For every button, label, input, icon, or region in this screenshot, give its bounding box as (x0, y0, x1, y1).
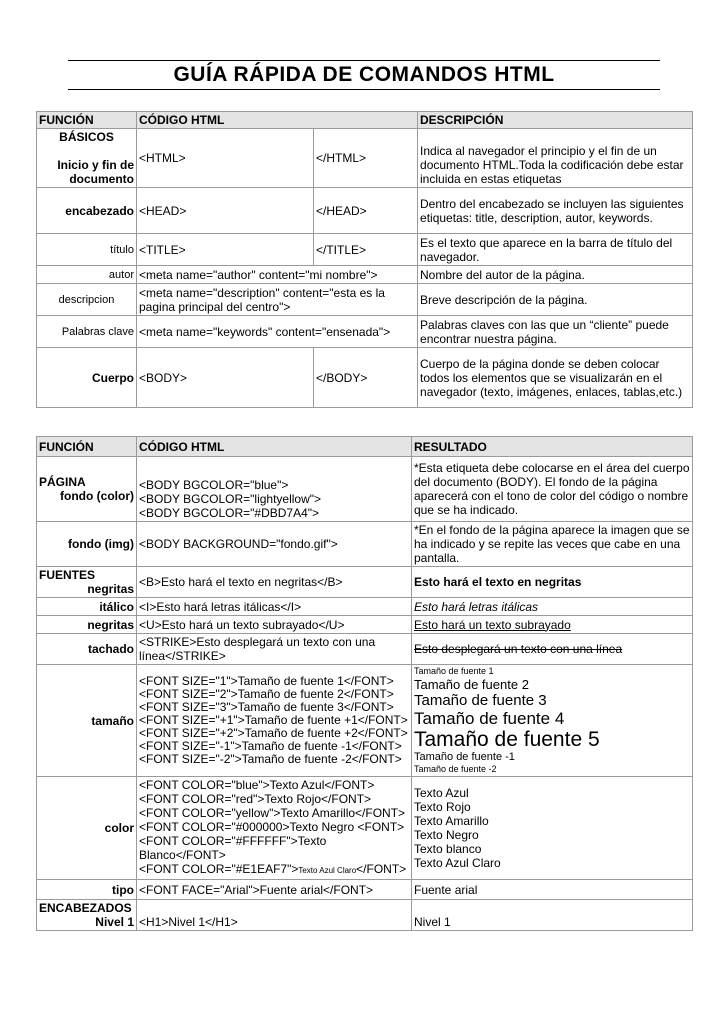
function-label: tipo (37, 880, 137, 900)
code-line: <BODY BGCOLOR="lightyellow"> (139, 492, 322, 506)
code-line: <FONT SIZE="-2">Tamaño de fuente -2</FONT> (139, 752, 402, 766)
code: <H1>Nivel 1</H1> (137, 900, 412, 931)
result: Esto hará un texto subrayado (412, 616, 693, 634)
code-close: </TITLE> (314, 234, 418, 266)
result: *En el fondo de la página aparece la imagen que se ha indicado y se repite las veces que cabe en una pantalla. (412, 522, 693, 567)
code-close: </HTML> (314, 129, 418, 188)
function-label: fondo (color) (60, 489, 134, 503)
code: <meta name="author" content="mi nombre"> (137, 266, 418, 284)
description: Cuerpo de la página donde se deben colocar todos los elementos que se visualizarán en el navegador (texto, imágenes, enlaces, tablas,etc.) (418, 348, 693, 408)
color-sample: Texto Negro (414, 828, 479, 842)
code (137, 457, 412, 522)
code-line: <FONT SIZE="3">Tamaño de fuente 3</FONT> (139, 700, 394, 714)
font-size-sample: Tamaño de fuente 4 (414, 709, 565, 728)
result: Esto hará el texto en negritas (412, 567, 693, 598)
code-fragment: </FONT> (356, 862, 407, 876)
function-label: negritas (37, 616, 137, 634)
header-function: FUNCIÓN (37, 437, 137, 457)
code: <BODY BACKGROUND="fondo.gif"> (137, 522, 412, 567)
result: Fuente arial (412, 880, 693, 900)
color-sample: Texto Azul Claro (414, 856, 501, 870)
font-size-sample: Tamaño de fuente -1 (414, 751, 515, 763)
table-row (37, 665, 693, 777)
row-function (37, 567, 137, 598)
code-line: <FONT COLOR="yellow">Texto Amarillo</FONT> (139, 806, 406, 820)
table-row (37, 522, 693, 567)
description: Es el texto que aparece en la barra de título del navegador. (418, 234, 693, 266)
function-label: tachado (37, 634, 137, 665)
code-close: </HEAD> (314, 188, 418, 234)
title-rule-bottom (68, 89, 660, 90)
table-row (37, 284, 693, 316)
table-row (37, 234, 693, 266)
basic-commands-table (36, 111, 693, 408)
result: Esto desplegará un texto con una línea (412, 634, 693, 665)
formatting-commands-table (36, 436, 693, 931)
table-header-row (37, 437, 693, 457)
font-size-sample: Tamaño de fuente 3 (414, 692, 547, 709)
color-sample: Texto Rojo (414, 800, 471, 814)
table-row (37, 567, 693, 598)
code: <B>Esto hará el texto en negritas</B> (137, 567, 412, 598)
font-size-sample: Tamaño de fuente -2 (414, 764, 497, 774)
code: <FONT FACE="Arial">Fuente arial</FONT> (137, 880, 412, 900)
description: Nombre del autor de la página. (418, 266, 693, 284)
font-size-sample: Tamaño de fuente 2 (414, 677, 529, 692)
section-label: FUENTES (39, 568, 96, 582)
code-open: <TITLE> (137, 234, 314, 266)
code-open: <BODY> (137, 348, 314, 408)
function-label: Inicio y fin de documento (57, 158, 134, 186)
function-label: Palabras clave (37, 316, 137, 348)
font-size-sample: Tamaño de fuente 1 (414, 666, 494, 676)
description: Indica al navegador el principio y el fin de un documento HTML.Toda la codificación debe estar incluida en estas etiquetas (418, 129, 693, 188)
function-label: Nivel 1 (95, 915, 134, 929)
header-function: FUNCIÓN (37, 112, 137, 129)
code-open: <HTML> (137, 129, 314, 188)
table-row (37, 266, 693, 284)
function-label: negritas (87, 582, 134, 596)
code (137, 665, 412, 777)
code: <STRIKE>Esto desplegará un texto con una línea</STRIKE> (137, 634, 412, 665)
code-fragment: Texto Azul Claro (298, 866, 357, 875)
result (412, 777, 693, 880)
code-line: <FONT COLOR="#FFFFFF">Texto Blanco</FONT> (139, 834, 327, 862)
function-label: Cuerpo (37, 348, 137, 408)
result: Nivel 1 (412, 900, 693, 931)
code-line: <FONT COLOR="blue">Texto Azul</FONT> (139, 778, 375, 792)
code-line: <FONT COLOR="#000000>Texto Negro <FONT> (139, 820, 405, 834)
code-fragment: <FONT COLOR="#E1EAF7"> (139, 862, 299, 876)
description: Breve descripción de la página. (418, 284, 693, 316)
table-row (37, 129, 693, 188)
color-sample: Texto Azul (414, 786, 469, 800)
table-row (37, 316, 693, 348)
table-row (37, 598, 693, 616)
section-label: BÁSICOS (59, 130, 114, 144)
description: Dentro del encabezado se incluyen las siguientes etiquetas: title, description, autor, keywords. (418, 188, 693, 234)
table-header-row (37, 112, 693, 129)
code-line: <FONT SIZE="2">Tamaño de fuente 2</FONT> (139, 687, 394, 701)
page-title: GUÍA RÁPIDA DE COMANDOS HTML (173, 63, 555, 86)
table-row (37, 348, 693, 408)
function-label: autor (37, 266, 137, 284)
section-label: PÁGINA (39, 475, 86, 489)
code: <I>Esto hará letras itálicas</I> (137, 598, 412, 616)
code-close: </BODY> (314, 348, 418, 408)
result: Esto hará letras itálicas (412, 598, 693, 616)
table-row (37, 616, 693, 634)
header-code: CÓDIGO HTML (137, 437, 412, 457)
result (412, 665, 693, 777)
header-description: DESCRIPCIÓN (418, 112, 693, 129)
code-line: <FONT SIZE="1">Tamaño de fuente 1</FONT> (139, 674, 394, 688)
code-open: <HEAD> (137, 188, 314, 234)
function-label: encabezado (37, 188, 137, 234)
code-line: <FONT SIZE="-1">Tamaño de fuente -1</FONT> (139, 739, 402, 753)
code: <U>Esto hará un texto subrayado</U> (137, 616, 412, 634)
title-block (68, 60, 660, 90)
row-function (37, 457, 137, 522)
table-row (37, 880, 693, 900)
code-line: <FONT SIZE="+1">Tamaño de fuente +1</FONT> (139, 713, 408, 727)
color-sample: Texto blanco (414, 842, 482, 856)
code-line: <BODY BGCOLOR="#DBD7A4"> (139, 506, 320, 520)
row-function (37, 129, 137, 188)
section-label: ENCABEZADOS (39, 901, 132, 915)
table-row (37, 900, 693, 931)
code: <meta name="keywords" content="ensenada"> (137, 316, 418, 348)
color-sample: Texto Amarillo (414, 814, 489, 828)
code (137, 777, 412, 880)
row-function (37, 900, 137, 931)
function-label: tamaño (37, 665, 137, 777)
function-label: título (37, 234, 137, 266)
description: Palabras claves con las que un “cliente” puede encontrar nuestra página. (418, 316, 693, 348)
function-label: descripcion (37, 284, 137, 316)
function-label: color (37, 777, 137, 880)
code-line: <FONT COLOR="red">Texto Rojo</FONT> (139, 792, 372, 806)
table-row (37, 777, 693, 880)
table-row (37, 457, 693, 522)
table-row (37, 188, 693, 234)
code-line: <BODY BGCOLOR="blue"> (139, 478, 289, 492)
code-line (139, 862, 409, 878)
code: <meta name="description" content="esta es la pagina principal del centro"> (137, 284, 418, 316)
header-code: CÓDIGO HTML (137, 112, 418, 129)
code-line: <FONT SIZE="+2">Tamaño de fuente +2</FONT> (139, 726, 408, 740)
function-label: itálico (37, 598, 137, 616)
header-result: RESULTADO (412, 437, 693, 457)
table-row (37, 634, 693, 665)
function-label: fondo (img) (37, 522, 137, 567)
font-size-sample: Tamaño de fuente 5 (414, 728, 600, 751)
result: *Esta etiqueta debe colocarse en el área del cuerpo del documento (BODY). El fondo de la página aparecerá con el tono de color del código o nombre que se ha indicado. (412, 457, 693, 522)
